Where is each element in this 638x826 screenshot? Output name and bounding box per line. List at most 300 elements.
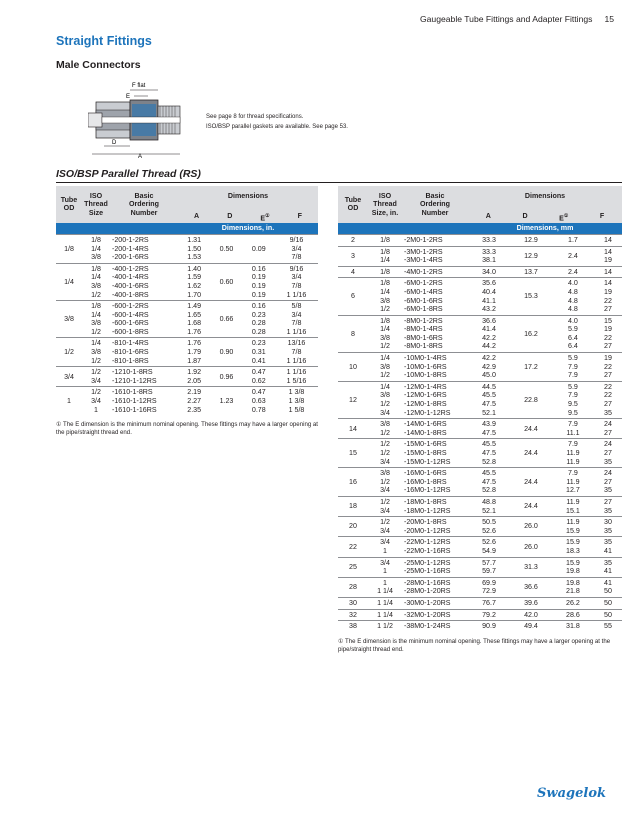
dim-f: [594, 468, 622, 497]
tube-od: 2: [338, 234, 368, 246]
cell-value: 7.9: [568, 371, 578, 380]
cell-value: 1/2: [380, 518, 390, 527]
dim-f: [594, 439, 622, 468]
col-dimensions: Dimensions A D E① F: [178, 186, 318, 223]
swagelok-logo: Swagelok: [537, 786, 606, 801]
cell-value: -8M0-1-8RS: [404, 342, 443, 351]
cell-value: 52.8: [482, 486, 496, 495]
cell-value: 9/16: [289, 235, 304, 244]
ordering-number: [402, 246, 468, 266]
cell-value: 1.53: [187, 253, 202, 262]
cell-value: 1: [94, 405, 98, 414]
cell-value: 3/4: [380, 457, 390, 466]
dim-a: [468, 315, 510, 352]
thread-size: [368, 381, 402, 418]
dim-f: [275, 263, 318, 300]
cell-value: 1.68: [187, 319, 202, 328]
dim-e: [243, 338, 275, 367]
dim-d: 26.0: [510, 517, 552, 537]
cell-value: 43.2: [482, 305, 496, 314]
cell-value: 1/8: [91, 302, 101, 311]
cell-value: 0.63: [251, 397, 266, 406]
cell-value: 42.9: [482, 362, 496, 371]
dim-f: [275, 301, 318, 338]
cell-value: 1/2: [380, 305, 390, 314]
cell-value: 0.28: [251, 327, 266, 336]
cell-value: -14M0-1-8RS: [404, 428, 447, 437]
cell-value: 13/16: [287, 339, 306, 348]
dim-e: [552, 537, 594, 557]
cell-value: 5/8: [291, 302, 302, 311]
table-row: [56, 263, 318, 300]
e-label: E: [126, 94, 131, 100]
divider: [56, 182, 622, 183]
cell-value: 2.19: [187, 388, 202, 397]
ordering-number: [402, 353, 468, 382]
cell-value: 0.47: [251, 368, 266, 377]
cell-value: 22: [604, 333, 612, 342]
cell-value: 52.1: [482, 408, 496, 417]
dim-e: [552, 381, 594, 418]
table-row: [338, 439, 622, 468]
cell-value: 1.92: [187, 368, 202, 377]
cell-value: 41.4: [482, 325, 496, 334]
thread-size: [368, 353, 402, 382]
cell-value: -400-1-4RS: [112, 273, 149, 282]
cell-value: -1210-1-12RS: [112, 376, 157, 385]
cell-value: 3/8: [91, 281, 101, 290]
thread-size: [368, 439, 402, 468]
table-row: [338, 381, 622, 418]
ordering-number: [402, 468, 468, 497]
dim-e: [243, 387, 275, 415]
tube-od: 1/4: [56, 263, 82, 300]
dim-a: [468, 246, 510, 266]
cell-value: -15M0-1-8RS: [404, 449, 447, 458]
cell-value: 11.9: [566, 497, 580, 506]
cell-value: 9.5: [568, 408, 578, 417]
cell-value: 33.3: [482, 235, 496, 244]
cell-value: 35.6: [482, 279, 496, 288]
table-row: [56, 387, 318, 415]
cell-value: 1/2: [380, 497, 390, 506]
dim-d: 39.6: [510, 597, 552, 609]
cell-value: 1.62: [187, 281, 202, 290]
cell-value: 38.1: [482, 256, 496, 265]
header-title: Gaugeable Tube Fittings and Adapter Fittings: [419, 14, 593, 24]
iso-title: ISO/BSP Parallel Thread (RS): [56, 168, 201, 180]
cell-value: -3M0-1-2RS: [404, 247, 443, 256]
thread-size: [368, 266, 402, 278]
cell-value: 1/2: [91, 368, 101, 377]
dim-d: 36.6: [510, 577, 552, 597]
cell-value: 4.8: [568, 287, 578, 296]
cell-value: 1/8: [91, 235, 101, 244]
cell-value: 3/8: [91, 348, 101, 357]
cell-value: -16M0-1-8RS: [404, 477, 447, 486]
cell-value: 90.9: [482, 622, 496, 631]
cell-value: 4.8: [568, 305, 578, 314]
cell-value: 24: [604, 440, 612, 449]
tube-od: 6: [338, 278, 368, 315]
dim-e: [552, 246, 594, 266]
cell-value: 3/8: [380, 296, 390, 305]
cell-value: 3/4: [380, 538, 390, 547]
cell-value: 52.1: [482, 506, 496, 515]
ordering-number: [402, 439, 468, 468]
thread-size: [82, 234, 110, 263]
cell-value: 1/2: [380, 400, 390, 409]
dim-a: [468, 266, 510, 278]
ordering-number: [402, 517, 468, 537]
cell-value: -12M0-1-6RS: [404, 391, 447, 400]
dim-f: [275, 338, 318, 367]
cell-value: 1 1/16: [286, 290, 307, 299]
dim-a: [468, 353, 510, 382]
cell-value: 0.19: [251, 273, 266, 282]
table-row: [338, 234, 622, 246]
thread-size: [368, 597, 402, 609]
cell-value: 52.6: [482, 538, 496, 547]
cell-value: 2.4: [568, 251, 578, 260]
cell-value: 7/8: [291, 319, 302, 328]
cell-value: -600-1-2RS: [112, 302, 149, 311]
cell-value: 1/2: [380, 428, 390, 437]
dim-f: [594, 609, 622, 621]
cell-value: 4.0: [568, 279, 578, 288]
cell-value: -810-1-4RS: [112, 339, 149, 348]
page-number: 15: [604, 14, 614, 24]
cell-value: -14M0-1-6RS: [404, 420, 447, 429]
cell-value: 1.49: [187, 302, 202, 311]
cell-value: 0.31: [251, 348, 266, 357]
dim-a: [468, 234, 510, 246]
tube-od: 20: [338, 517, 368, 537]
cell-value: 5.9: [568, 382, 578, 391]
dim-e: [552, 557, 594, 577]
cell-value: 36.6: [482, 316, 496, 325]
cell-value: -600-1-8RS: [112, 327, 149, 336]
cell-value: 11.1: [566, 428, 580, 437]
cell-value: 19: [604, 354, 612, 363]
cell-value: -8M0-1-6RS: [404, 333, 443, 342]
dim-e: [552, 278, 594, 315]
ordering-number: [402, 557, 468, 577]
cell-value: -1610-1-16RS: [112, 405, 157, 414]
cell-value: 27: [604, 449, 612, 458]
cell-value: 1.87: [187, 356, 202, 365]
cell-value: 15.9: [566, 526, 580, 535]
units-band: Dimensions, in.: [178, 223, 318, 235]
cell-value: 1.65: [187, 310, 202, 319]
cell-value: 3/8: [91, 319, 101, 328]
cell-value: 41: [604, 578, 612, 587]
cell-value: 1/2: [380, 477, 390, 486]
cell-value: 15: [604, 316, 612, 325]
cell-value: 0.47: [251, 388, 266, 397]
cell-value: -28M0-1-16RS: [404, 578, 451, 587]
cell-value: 11.9: [566, 457, 580, 466]
cell-value: -20M0-1-12RS: [404, 526, 451, 535]
cell-value: 3/4: [380, 506, 390, 515]
cell-value: 27: [604, 477, 612, 486]
cell-value: 1 1/16: [286, 327, 307, 336]
cell-value: 5.9: [568, 354, 578, 363]
cell-value: 3/4: [91, 397, 101, 406]
cell-value: 3/4: [380, 558, 390, 567]
cell-value: 1/4: [91, 244, 101, 253]
thread-size: [368, 234, 402, 246]
table-row: [338, 468, 622, 497]
table-row: [338, 517, 622, 537]
tube-od: 3/8: [56, 301, 82, 338]
cell-value: 1 3/8: [288, 397, 305, 406]
dim-d: 26.0: [510, 537, 552, 557]
cell-value: -8M0-1-2RS: [404, 316, 443, 325]
thread-size: [368, 537, 402, 557]
cell-value: -22M0-1-16RS: [404, 546, 451, 555]
cell-value: 7.9: [568, 440, 578, 449]
cell-value: 1/4: [380, 256, 390, 265]
ordering-number: [110, 301, 178, 338]
dim-e: [552, 621, 594, 632]
cell-value: 50.5: [482, 518, 496, 527]
cell-value: 1 1/4: [377, 598, 393, 607]
dim-a: [468, 419, 510, 439]
cell-value: -28M0-1-20RS: [404, 587, 451, 596]
cell-value: 76.7: [482, 598, 496, 607]
cell-value: 11.9: [566, 518, 580, 527]
cell-value: 1/2: [380, 371, 390, 380]
cell-value: 44.2: [482, 342, 496, 351]
table-row: [338, 266, 622, 278]
tube-od: 18: [338, 496, 368, 516]
ordering-number: [402, 577, 468, 597]
cell-value: -3M0-1-4RS: [404, 256, 443, 265]
thread-size: [368, 278, 402, 315]
tube-od: 3: [338, 246, 368, 266]
cell-value: 1: [383, 546, 387, 555]
dim-e: [552, 496, 594, 516]
cell-value: -6M0-1-4RS: [404, 287, 443, 296]
cell-value: 45.5: [482, 469, 496, 478]
cell-value: 12.7: [566, 486, 580, 495]
dim-d: 24.4: [510, 496, 552, 516]
table-row: [338, 621, 622, 632]
cell-value: 15.9: [566, 538, 580, 547]
thread-size: [368, 609, 402, 621]
dim-a: [178, 387, 210, 415]
thread-size: [82, 338, 110, 367]
cell-value: 3/8: [380, 391, 390, 400]
cell-value: -16M0-1-12RS: [404, 486, 451, 495]
dim-a: [178, 338, 210, 367]
cell-value: -12M0-1-4RS: [404, 382, 447, 391]
table-row: [338, 353, 622, 382]
cell-value: 0.62: [251, 376, 266, 385]
cell-value: 1 5/8: [288, 405, 305, 414]
cell-value: 35: [604, 506, 612, 515]
cell-value: 59.7: [482, 567, 496, 576]
col-ordering-number: Basic Ordering Number: [110, 186, 178, 223]
cell-value: 42.2: [482, 333, 496, 342]
dim-e: [552, 439, 594, 468]
cell-value: 14: [604, 279, 612, 288]
table-row: [338, 278, 622, 315]
cell-value: -400-1-6RS: [112, 281, 149, 290]
cell-value: 27: [604, 371, 612, 380]
cell-value: 45.5: [482, 440, 496, 449]
cell-value: 27: [604, 497, 612, 506]
note-line: See page 8 for thread specifications.: [206, 114, 304, 120]
cell-value: 1.7: [568, 235, 578, 244]
cell-value: 50: [604, 587, 612, 596]
dim-f: [275, 234, 318, 263]
cell-value: 0.23: [251, 339, 266, 348]
cell-value: 2.4: [568, 267, 578, 276]
dim-f: [275, 367, 318, 387]
ordering-number: [402, 315, 468, 352]
cell-value: -810-1-8RS: [112, 356, 149, 365]
cell-value: 27: [604, 305, 612, 314]
dim-e: [552, 266, 594, 278]
cell-value: 0.19: [251, 281, 266, 290]
cell-value: 1/4: [91, 273, 101, 282]
cell-value: 1 1/2: [377, 622, 393, 631]
cell-value: 3/4: [380, 526, 390, 535]
tube-od: 14: [338, 419, 368, 439]
dim-e: [552, 597, 594, 609]
cell-value: 1/8: [380, 267, 390, 276]
dim-d: 1.23: [210, 387, 242, 415]
cell-value: 2.05: [187, 376, 202, 385]
cell-value: 33.3: [482, 247, 496, 256]
ordering-number: [110, 338, 178, 367]
cell-value: 35: [604, 526, 612, 535]
cell-value: -400-1-2RS: [112, 264, 149, 273]
col-dimensions: Dimensions A D E① F: [468, 186, 622, 223]
col-iso-thread: ISO Thread Size: [82, 186, 110, 223]
d-label: D: [112, 140, 117, 146]
dim-a: [178, 367, 210, 387]
ordering-number: [110, 387, 178, 415]
cell-value: 48.8: [482, 497, 496, 506]
dim-a: [178, 263, 210, 300]
cell-value: -18M0-1-8RS: [404, 497, 447, 506]
cell-value: 1/2: [380, 449, 390, 458]
dim-d: 24.4: [510, 419, 552, 439]
units-band: Dimensions, mm: [468, 223, 622, 235]
cell-value: 41.1: [482, 296, 496, 305]
cell-value: 0.19: [251, 290, 266, 299]
thread-size: [368, 246, 402, 266]
cell-value: 27: [604, 342, 612, 351]
cell-value: 1 1/16: [286, 368, 307, 377]
cell-value: 1/2: [91, 356, 101, 365]
dim-e: [552, 419, 594, 439]
cell-value: 50: [604, 610, 612, 619]
cell-value: -10M0-1-6RS: [404, 362, 447, 371]
table-row: [338, 315, 622, 352]
cell-value: 1 1/4: [377, 587, 393, 596]
cell-value: 35: [604, 408, 612, 417]
ordering-number: [110, 367, 178, 387]
tube-od: 8: [338, 315, 368, 352]
cell-value: 1/4: [380, 325, 390, 334]
thread-size: [368, 557, 402, 577]
cell-value: 1.76: [187, 339, 202, 348]
cell-value: 3/4: [291, 244, 302, 253]
cell-value: -25M0-1-12RS: [404, 558, 451, 567]
thread-size: [368, 419, 402, 439]
dim-f: [594, 381, 622, 418]
thread-size: [82, 387, 110, 415]
cell-value: 42.2: [482, 354, 496, 363]
dim-a: [468, 517, 510, 537]
dim-f: [594, 496, 622, 516]
tube-od: 12: [338, 381, 368, 418]
dim-a: [468, 557, 510, 577]
dim-f: [594, 246, 622, 266]
dim-f: [275, 387, 318, 415]
cell-value: 3/8: [380, 469, 390, 478]
dim-f: [594, 234, 622, 246]
cell-value: 6.4: [568, 342, 578, 351]
cell-value: -30M0-1-20RS: [404, 598, 451, 607]
tube-od: 25: [338, 557, 368, 577]
dim-a: [468, 468, 510, 497]
dim-e: [243, 263, 275, 300]
thread-size: [368, 621, 402, 632]
tube-od: 10: [338, 353, 368, 382]
cell-value: 3/8: [380, 333, 390, 342]
cell-value: 18.3: [566, 546, 580, 555]
dim-f: [594, 577, 622, 597]
cell-value: 6.4: [568, 333, 578, 342]
dim-a: [468, 278, 510, 315]
ordering-number: [402, 266, 468, 278]
cell-value: 31.8: [566, 622, 580, 631]
cell-value: 35: [604, 486, 612, 495]
tube-od: 32: [338, 609, 368, 621]
cell-value: -1610-1-8RS: [112, 388, 153, 397]
table-row: [338, 496, 622, 516]
cell-value: 1: [383, 578, 387, 587]
cell-value: 7/8: [291, 281, 302, 290]
table-row: [56, 301, 318, 338]
cell-value: 1/4: [91, 310, 101, 319]
tube-od: 38: [338, 621, 368, 632]
male-connector-diagram: [88, 80, 188, 158]
cell-value: 41: [604, 567, 612, 576]
notes: [206, 112, 348, 132]
table-row: [56, 234, 318, 263]
tube-od: 1: [56, 387, 82, 415]
cell-value: 35: [604, 558, 612, 567]
cell-value: 1/2: [91, 327, 101, 336]
cell-value: 1/2: [91, 388, 101, 397]
cell-value: 19: [604, 325, 612, 334]
dim-f: [594, 597, 622, 609]
cell-value: 28.6: [566, 610, 580, 619]
dim-f: [594, 278, 622, 315]
cell-value: -15M0-1-12RS: [404, 457, 451, 466]
cell-value: 40.4: [482, 287, 496, 296]
cell-value: 22: [604, 362, 612, 371]
dim-e: [243, 367, 275, 387]
cell-value: 35: [604, 538, 612, 547]
cell-value: 1/2: [380, 440, 390, 449]
